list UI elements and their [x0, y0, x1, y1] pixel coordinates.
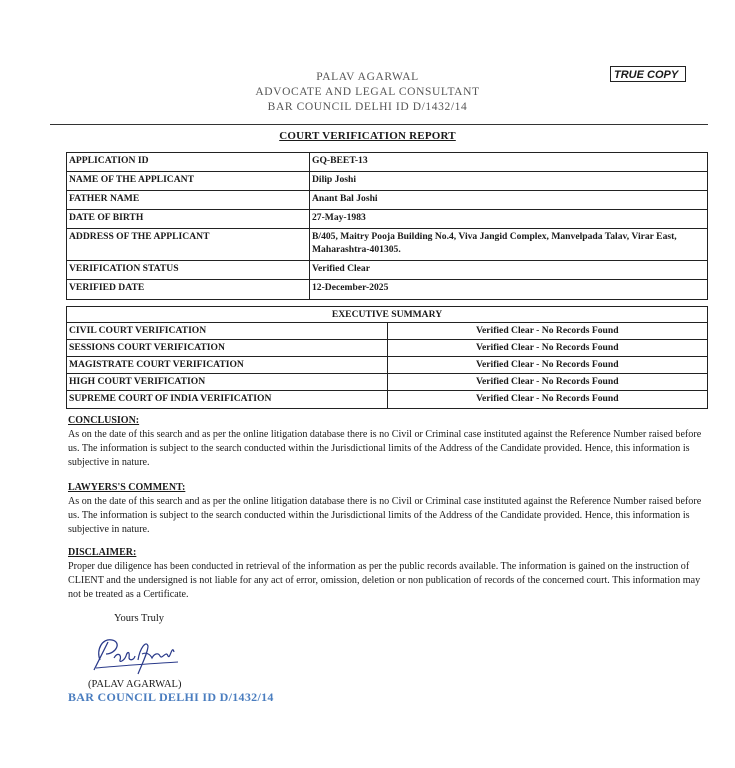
signatory-name: (PALAV AGARWAL) — [88, 679, 182, 690]
row-label: DATE OF BIRTH — [67, 210, 310, 229]
court-label: HIGH COURT VERIFICATION — [67, 374, 388, 391]
row-label: NAME OF THE APPLICANT — [67, 172, 310, 191]
conclusion-heading: CONCLUSION: — [68, 415, 140, 426]
court-status: Verified Clear - No Records Found — [387, 357, 708, 374]
executive-summary-table — [66, 306, 708, 409]
table-row — [67, 172, 708, 191]
row-value: Anant Bal Joshi — [310, 191, 708, 210]
table-row — [67, 374, 708, 391]
report-title: COURT VERIFICATION REPORT — [279, 130, 456, 142]
disclaimer-heading: DISCLAIMER: — [68, 547, 137, 558]
court-status: Verified Clear - No Records Found — [387, 323, 708, 340]
summary-title: EXECUTIVE SUMMARY — [67, 307, 708, 323]
lawyers-comment-section — [68, 481, 702, 537]
court-label: SUPREME COURT OF INDIA VERIFICATION — [67, 391, 388, 409]
table-row — [67, 357, 708, 374]
closing-salutation: Yours Truly — [114, 613, 165, 624]
row-label: VERIFICATION STATUS — [67, 261, 310, 280]
header-divider — [50, 124, 708, 125]
row-label: VERIFIED DATE — [67, 280, 310, 300]
row-value: Dilip Joshi — [310, 172, 708, 191]
advocate-name: PALAV AGARWAL — [316, 71, 419, 83]
conclusion-section — [68, 414, 702, 470]
table-header-row — [67, 307, 708, 323]
applicant-info-table — [66, 152, 708, 300]
table-row — [67, 210, 708, 229]
lawyers-comment-heading: LAWYERS'S COMMENT: — [68, 482, 186, 493]
conclusion-text: As on the date of this search and as per the online litigation database there is no Civil or Criminal case instituted against the Reference Number raised before us. The information is subject to the search conducted within the Jurisdictional limits of the Address of the Candidate provided. Hence, this information is subjective in nature. — [68, 429, 702, 468]
table-row — [67, 391, 708, 409]
table-row — [67, 153, 708, 172]
table-row — [67, 340, 708, 357]
handwritten-signature — [86, 630, 186, 678]
table-row — [67, 229, 708, 261]
signatory-bar-id: BAR COUNCIL DELHI ID D/1432/14 — [68, 690, 274, 704]
row-label: FATHER NAME — [67, 191, 310, 210]
lawyers-comment-text: As on the date of this search and as per the online litigation database there is no Civil or Criminal case instituted against the Reference Number raised before us. The information is subject to the search conducted within the Jurisdictional limits of the Address of the Candidate provided. Hence, this information is subjective in nature. — [68, 496, 702, 535]
bar-council-id: BAR COUNCIL DELHI ID D/1432/14 — [267, 101, 468, 113]
row-value: B/405, Maitry Pooja Building No.4, Viva Jangid Complex, Manvelpada Talav, Virar East, Maharashtra-401305. — [310, 229, 708, 261]
row-label: ADDRESS OF THE APPLICANT — [67, 229, 310, 261]
table-row — [67, 261, 708, 280]
court-status: Verified Clear - No Records Found — [387, 340, 708, 357]
row-label: APPLICATION ID — [67, 153, 310, 172]
row-value: Verified Clear — [310, 261, 708, 280]
true-copy-stamp: TRUE COPY — [610, 66, 686, 82]
court-label: MAGISTRATE COURT VERIFICATION — [67, 357, 388, 374]
table-row — [67, 323, 708, 340]
table-row — [67, 191, 708, 210]
disclaimer-text: Proper due diligence has been conducted in retrieval of the information as per the public records available. The information is gained on the instruction of CLIENT and the undersigned is not liable for any act of error, omission, deletion or non publication of records of the concerned court. This information may not be treated as a Certificate. — [68, 561, 701, 600]
disclaimer-section — [68, 546, 702, 602]
court-status: Verified Clear - No Records Found — [387, 391, 708, 409]
table-row — [67, 280, 708, 300]
court-label: SESSIONS COURT VERIFICATION — [67, 340, 388, 357]
row-value: 27-May-1983 — [310, 210, 708, 229]
court-label: CIVIL COURT VERIFICATION — [67, 323, 388, 340]
row-value: GQ-BEET-13 — [310, 153, 708, 172]
row-value: 12-December-2025 — [310, 280, 708, 300]
court-status: Verified Clear - No Records Found — [387, 374, 708, 391]
advocate-title: ADVOCATE AND LEGAL CONSULTANT — [255, 86, 480, 98]
